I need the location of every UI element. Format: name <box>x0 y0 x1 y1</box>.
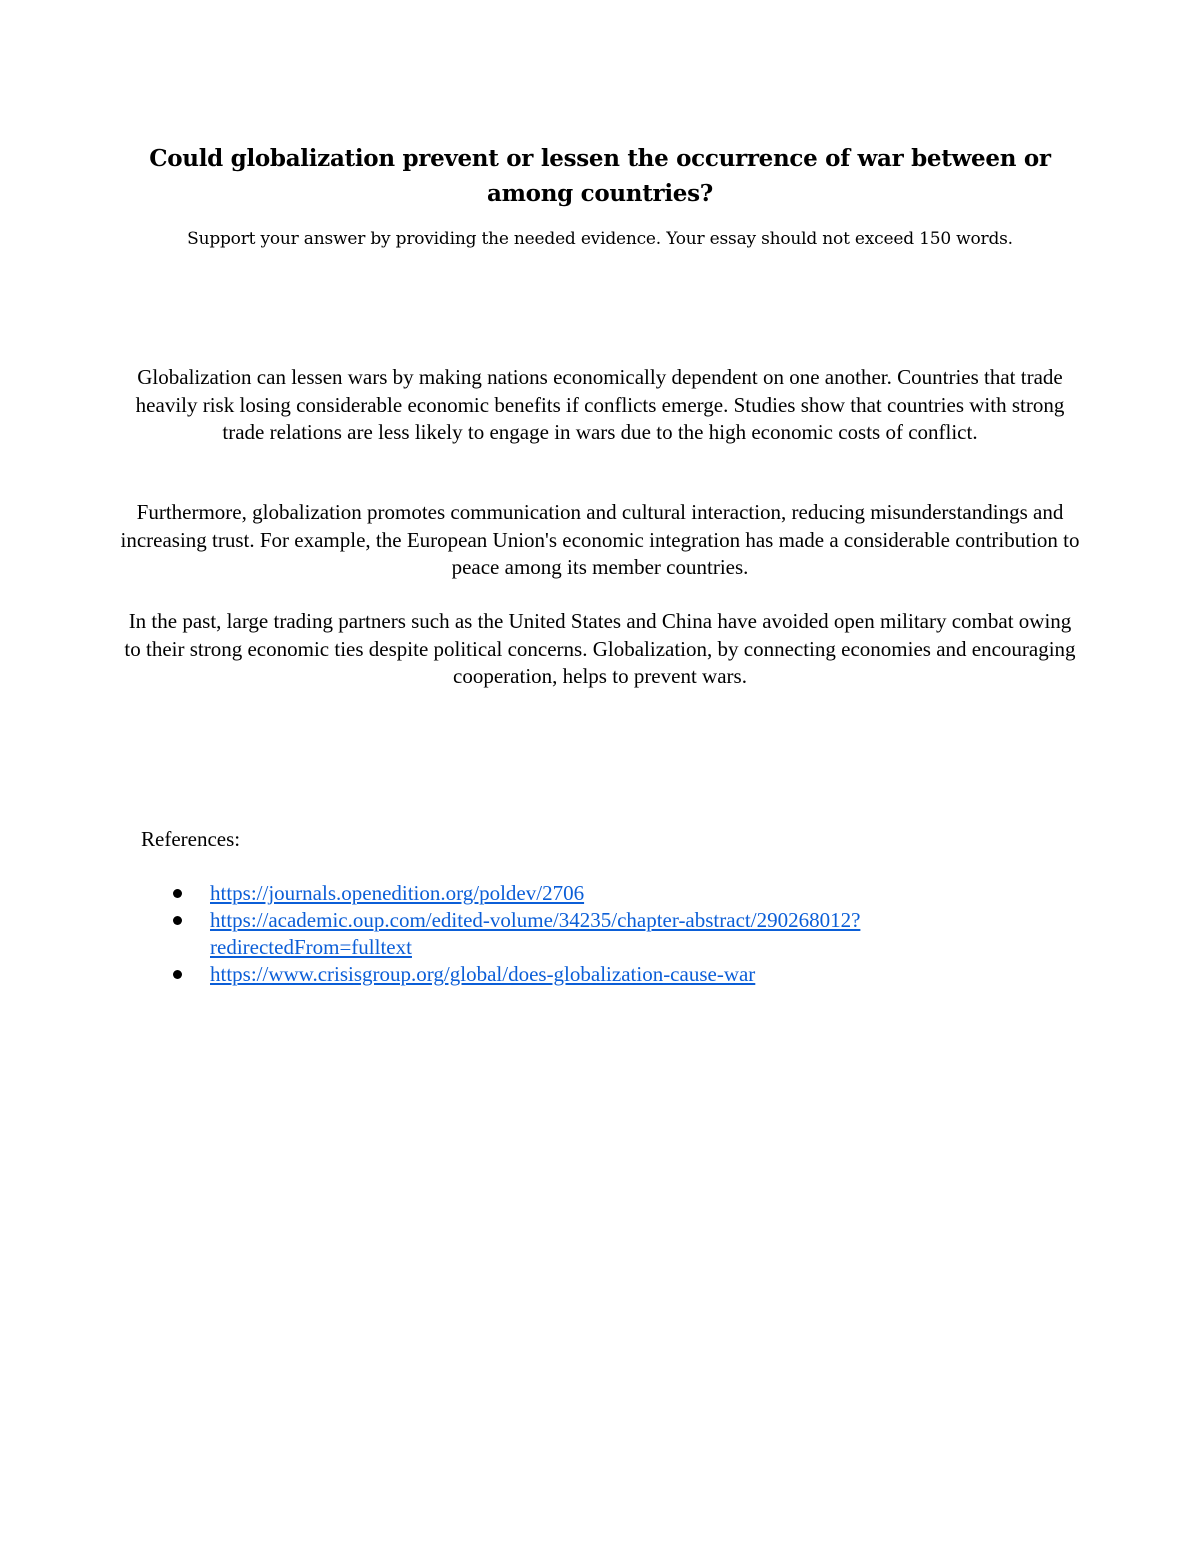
bullet-icon <box>173 916 182 925</box>
reference-link-2-part-1: https://academic.oup.com/edited-volume/34235/chapter-abstract/290268012? <box>210 908 861 932</box>
body-paragraph-1: Globalization can lessen wars by making nations economically dependent on one another. Countries that trade heavily risk losing considerable economic benefits if conflicts emerge. Studies show that countries with strong trade relations are less likely to engage in wars due to the high economic costs of conflict. <box>135 365 1065 444</box>
references-list <box>141 880 1041 988</box>
bullet-icon <box>173 889 182 898</box>
bullet-icon <box>173 970 182 979</box>
reference-link-3[interactable]: https://www.crisisgroup.org/global/does-globalization-cause-war <box>210 962 756 986</box>
essay-prompt: Support your answer by providing the needed evidence. Your essay should not exceed 150 words. <box>187 229 1013 249</box>
body-paragraph-2: Furthermore, globalization promotes communication and cultural interaction, reducing misunderstandings and increasing trust. For example, the European Union's economic integration has made a considerable contribution to peace among its member countries. <box>120 500 1080 579</box>
reference-item-2 <box>141 907 1041 961</box>
reference-item-3 <box>141 961 1041 988</box>
reference-link-2[interactable] <box>210 908 860 959</box>
references-heading: References: <box>141 827 241 851</box>
body-paragraph-3: In the past, large trading partners such as the United States and China have avoided open military combat owing to their strong economic ties despite political concerns. Globalization, by connecting economies and encouraging cooperation, helps to prevent wars. <box>124 609 1076 688</box>
essay-title: Could globalization prevent or lessen the occurrence of war between or among countries? <box>149 145 1051 207</box>
reference-link-1[interactable]: https://journals.openedition.org/poldev/2706 <box>210 881 585 905</box>
reference-link-2-part-2: redirectedFrom=fulltext <box>210 935 412 959</box>
reference-item-1 <box>141 880 1041 907</box>
